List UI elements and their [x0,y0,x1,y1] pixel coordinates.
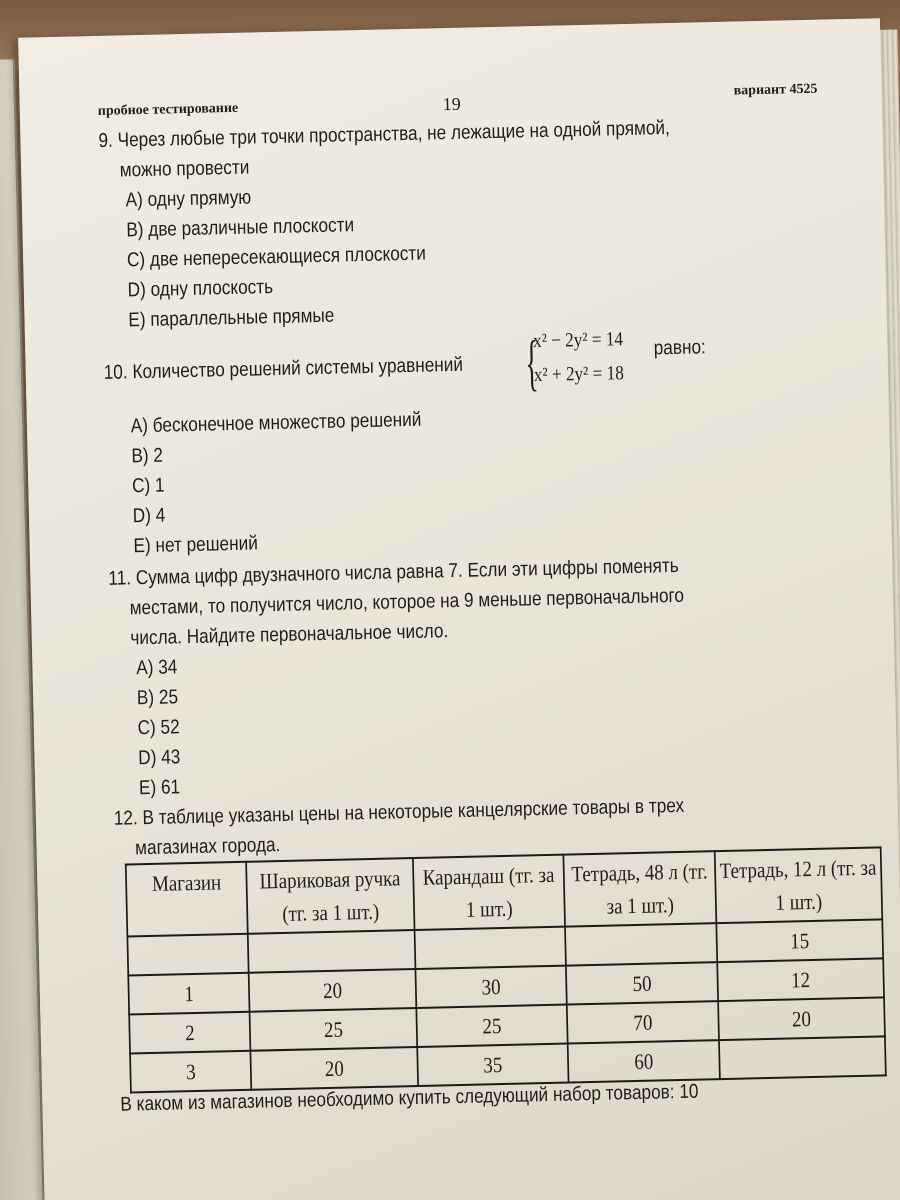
table-cell: 25 [250,1008,417,1051]
answer-option: D) 43 [138,746,181,770]
column-header: Тетрадь, 12 л (тг. за 1 шт.) [715,847,883,923]
table-cell: 1 [128,973,250,1015]
table-cell: 12 [717,958,884,1001]
answer-option: C) две непересекающиеся плоскости [126,242,427,272]
table-cell: 20 [249,969,416,1012]
answer-option: D) одну плоскость [127,276,274,302]
header-left: пробное тестирование [97,100,239,119]
question-11 [108,547,836,803]
question-text: равно: [653,336,707,360]
table-cell [248,930,415,973]
table-cell [719,1036,886,1079]
page-content [97,80,877,1134]
answer-option: A) 34 [135,656,178,680]
table-cell: 70 [567,1001,719,1043]
answer-option: E) 61 [138,776,181,800]
table-cell: 25 [416,1005,568,1047]
answer-option: B) 2 [131,444,164,468]
answer-option: A) бесконечное множество решений [130,408,422,438]
table-cell: 20 [251,1047,418,1090]
table-cell: 3 [130,1051,252,1093]
question-text: Сумма цифр двузначного числа равна 7. Если эти цифры поменять [135,554,679,590]
answer-option: C) 1 [131,474,165,498]
table-cell: 30 [415,966,567,1008]
system-brace: { [524,329,539,398]
table-cell: 2 [129,1012,251,1054]
equation-2: x² + 2y² = 18 [533,362,625,387]
page-number: 19 [442,93,461,115]
price-table [125,846,887,1093]
question-number: 12. [113,807,139,830]
answer-option: B) 25 [136,686,179,710]
column-header: Карандаш (тг. за 1 шт.) [413,855,566,930]
table-cell [127,934,249,976]
answer-option: E) нет решений [133,532,259,558]
question-text: местами, то получится число, которое на 9 меньше первоначального [129,584,685,620]
answer-option: D) 4 [132,504,166,528]
question-text: В таблице указаны цены на некоторые канцелярские товары в трех [142,794,685,830]
equation-1: x² − 2y² = 14 [532,328,624,353]
table-cell: 20 [718,997,885,1040]
answer-option: B) две различные плоскости [126,214,355,242]
question-10 [103,324,830,562]
table-cell: 15 [716,919,883,962]
answer-option: A) одну прямую [125,186,252,212]
question-text: Через любые три точки пространства, не лежащие на одной прямой, [117,117,671,152]
question-number: 9. [98,129,114,152]
question-text: Количество решений системы уравнений [132,353,464,384]
answer-option: C) 52 [137,716,180,740]
column-header: Тетрадь, 48 л (тг. за 1 шт.) [564,851,717,926]
question-number: 11. [108,567,132,590]
question-text: можно провести [119,156,250,182]
table-cell: 60 [568,1040,720,1082]
question-text: В каком из магазинов необходимо купить следующий набор товаров: 10 [120,1080,699,1116]
table-cell: 35 [417,1044,569,1086]
answer-option: E) параллельные прямые [128,304,335,332]
question-number: 10. [103,361,128,384]
question-text: магазинах города. [134,834,281,860]
table-cell: 50 [566,962,718,1004]
book-page [18,18,900,1200]
question-text: числа. Найдите первоначальное число. [130,620,449,650]
header-right: вариант 4525 [733,81,818,99]
question-9 [98,110,825,336]
column-header: Магазин [126,862,248,937]
column-header: Шариковая ручка (тг. за 1 шт.) [247,858,415,934]
table-cell [565,923,717,965]
table-cell [414,927,566,969]
